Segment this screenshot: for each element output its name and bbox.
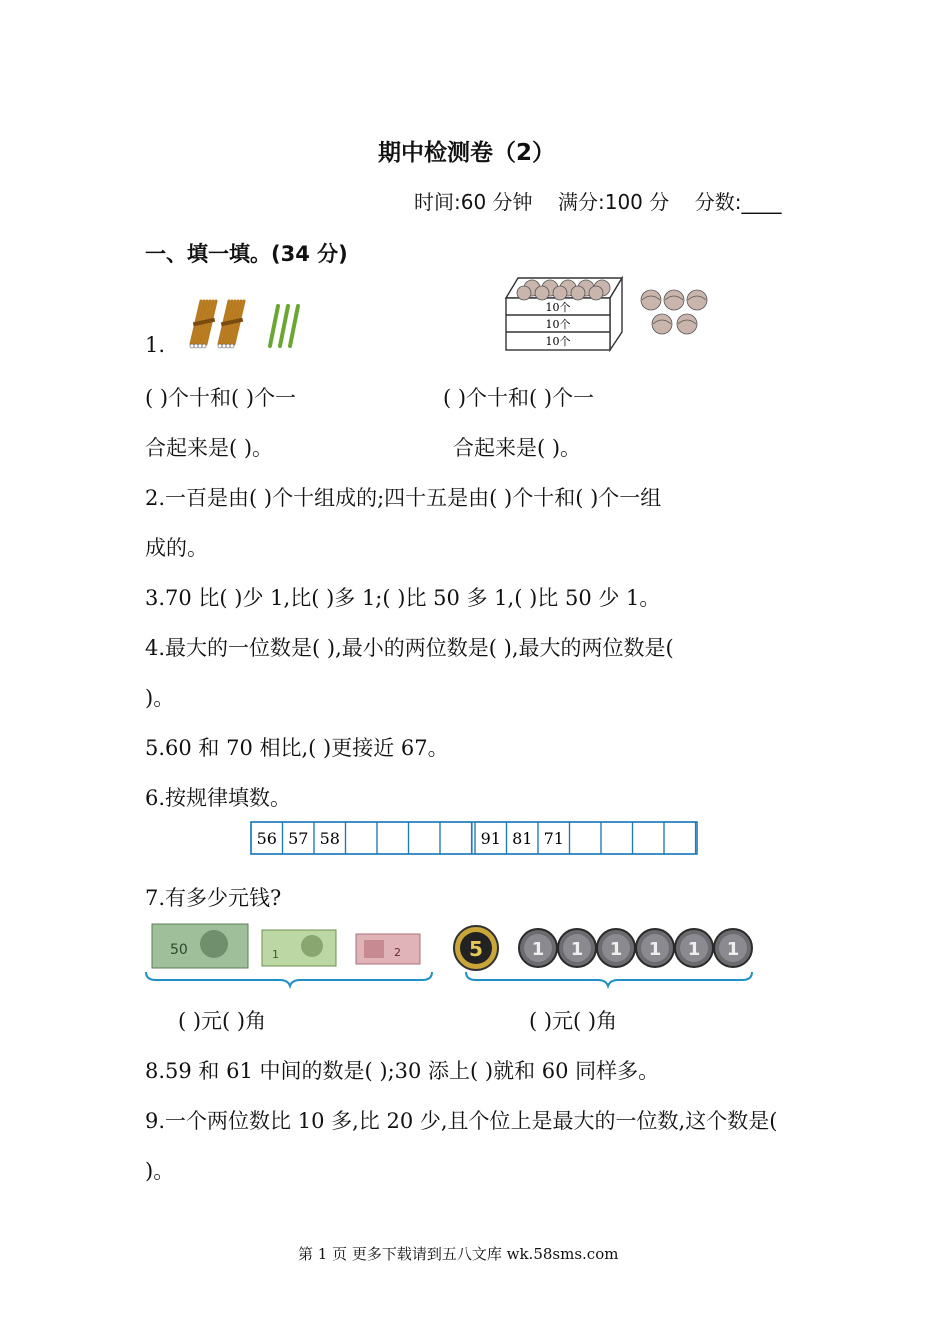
question-1-number: 1. — [145, 333, 166, 357]
question-7-right-answer: ( )元( )角 — [529, 1009, 618, 1033]
question-2-line-2: 成的。 — [145, 536, 208, 560]
loose-balls — [641, 290, 707, 334]
single-sticks — [270, 306, 298, 346]
coin-1-jiao-label-3: 1 — [609, 939, 623, 960]
page-title: 期中检测卷（2） — [378, 140, 556, 166]
question-6-line-1: 6.按规律填数。 — [145, 786, 292, 810]
sequence-a-value-1: 56 — [256, 829, 277, 848]
exam-meta — [414, 186, 781, 215]
box-label-2: 10个 — [545, 318, 571, 331]
question-1-right-line-1: ( )个十和( )个一 — [443, 386, 595, 410]
section-heading: 一、填一填。(34 分) — [145, 242, 348, 266]
sequence-a-value-2: 57 — [288, 829, 309, 848]
question-3-line-1: 3.70 比( )少 1,比( )多 1;( )比 50 多 1,( )比 50 少 1。 — [145, 586, 661, 610]
box-label-1: 10个 — [545, 301, 571, 314]
stick-bundles-image — [184, 296, 310, 352]
question-1-left-line-2: 合起来是( )。 — [145, 436, 274, 460]
banknote-50 — [152, 924, 248, 968]
right-brace — [466, 972, 752, 986]
sequence-b-value-2: 81 — [512, 829, 533, 848]
stick-bundle-2 — [218, 301, 244, 348]
stick-bundle-1 — [190, 301, 216, 348]
question-7-left-answer: ( )元( )角 — [178, 1009, 267, 1033]
sequence-b-value-3: 71 — [543, 829, 564, 848]
question-8-line-1: 8.59 和 61 中间的数是( );30 添上( )就和 60 同样多。 — [145, 1059, 660, 1083]
banknote-1-value: 1 — [272, 948, 279, 961]
coins-1-jiao — [519, 929, 752, 967]
money-image — [140, 918, 760, 990]
box-label-3: 10个 — [545, 335, 571, 348]
question-4-line-2: )。 — [145, 686, 175, 710]
question-1-right-line-2: 合起来是( )。 — [453, 436, 582, 460]
coin-1-jiao-label-1: 1 — [531, 939, 545, 960]
coin-1-jiao-label-2: 1 — [570, 939, 584, 960]
full-score: 满分:100 分 — [557, 190, 670, 214]
coin-1-jiao-label-4: 1 — [648, 939, 662, 960]
score-label: 分数: — [694, 190, 742, 214]
sequence-b-value-1: 91 — [480, 829, 501, 848]
number-sequence-table — [250, 821, 700, 855]
banknote-2-jiao-value: 2 — [394, 946, 401, 959]
question-1-left-line-1: ( )个十和( )个一 — [145, 386, 297, 410]
page-footer: 第 1 页 更多下载请到五八文库 wk.58sms.com — [298, 1245, 619, 1263]
banknote-2-jiao — [356, 934, 420, 964]
score-blank: ____ — [741, 190, 782, 214]
question-2-line-1: 2.一百是由( )个十组成的;四十五是由( )个十和( )个一组 — [145, 486, 662, 510]
question-9-line-1: 9.一个两位数比 10 多,比 20 少,且个位上是最大的一位数,这个数是( — [145, 1109, 778, 1133]
coin-1-jiao-label-5: 1 — [687, 939, 701, 960]
question-4-line-1: 4.最大的一位数是( ),最小的两位数是( ),最大的两位数是( — [145, 636, 674, 660]
banknote-1 — [262, 930, 336, 966]
coin-5-jiao — [454, 926, 498, 970]
banknote-50-value: 50 — [170, 942, 188, 958]
ball-box-image — [502, 272, 708, 352]
time-limit: 时间:60 分钟 — [414, 190, 533, 214]
coin-1-jiao-label-6: 1 — [726, 939, 740, 960]
sequence-a-value-3: 58 — [319, 829, 340, 848]
question-7-line-1: 7.有多少元钱? — [145, 886, 282, 910]
question-5-line-1: 5.60 和 70 相比,( )更接近 67。 — [145, 736, 449, 760]
question-9-line-2: )。 — [145, 1159, 175, 1183]
coin-5-label: 5 — [469, 937, 483, 961]
left-brace — [146, 972, 432, 986]
